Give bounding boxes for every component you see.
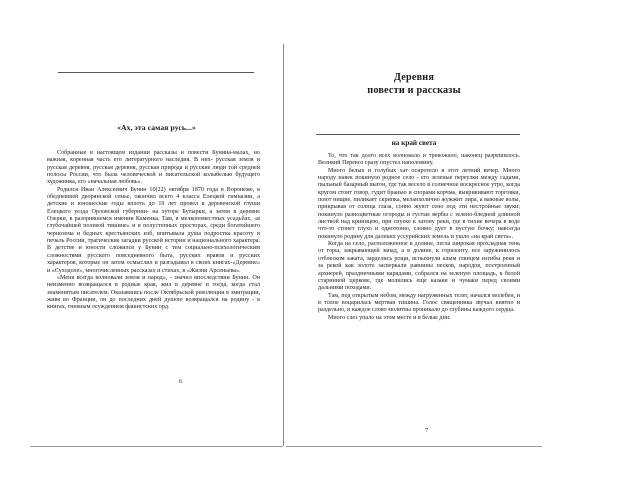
- left-paragraph: «Меня всегда волновали земля и народ», - значил впоследствии Бунин. Он неизменно возвращался в родные края, жил в деревне и тогда, когда стал знаменитым писателем. Оказавшись после Октябрьской революции в эмиграции, живя во Франции, он до последних дней душою возвращался на родину - в книгах, гневным осуждением фашистских орд.: [47, 274, 260, 311]
- heading-line-1: Деревня: [393, 72, 435, 83]
- right-paragraph: То, что так долго всех волновало и тревожило, наконец разрешилось. Великий Перевоз сразу опустел наполовину.: [318, 153, 520, 167]
- left-page: [30, 44, 283, 446]
- right-paragraph: Там, под открытым небом, между нагруженных телег, начался молебен, и в толпе воцарилась мертвая тишина. Голос священника звучал внятно и раздельно, и каждое слово молитвы проникало до глубины каждого сердца.: [318, 292, 520, 314]
- right-paragraph: Много слез упало на этом месте и в белые дни.: [328, 314, 451, 321]
- left-page-number: 6: [179, 378, 183, 385]
- book-section-heading: [286, 72, 542, 97]
- left-paragraph: Собранные в настоящем издании рассказы и повести Бунина-малах, но важная, коренная часть его литературного наследия. В них- русская земля и русская деревня, русская деревня, русская природа и русские люди той средней полосы России, что была человеческой и писательской колыбелью будущего художника, его «начальная любовь».: [47, 150, 260, 186]
- left-paragraph: Родился Иван Алексеевич Бунин 10(22) октября 1870 года в Воронеже, в обедневшей дворянской семье, окончил всего 4 класса Елецкой гимназии, а детские и юношеские годы вплоть до 19 лет провел в деревенской глуши Елецкого уезда Орловской губернии- на хуторе Бутырки, а затем в деревне Озерки, в разорившемся имении Каменка. Там, в мелкопоместных усадьбах, «в глубочайшей полевой тишине» и в полустепных просторах, среди богатейшего чернозема и бедных крестьянских изб, впитывала душа подростка красоту и печаль России, трагические загадки русской истории и национального характера. В детстве и юности сложился у Бунин с тем социально-психологическим сложностями русского повседневного быта, русских нравов и русских характеров, которые он затем осмыслил и разгадывал в своих книгах-«Деревне» и «Суходоле», многочисленных рассказах и стихах, в «Жизни Арсеньева».: [47, 186, 260, 274]
- right-page-bottom-edge: [286, 446, 542, 447]
- left-header-rule: [58, 72, 254, 73]
- right-page: [286, 44, 542, 446]
- left-body-text: [47, 150, 260, 312]
- right-header-rule: [316, 134, 520, 135]
- spine-edge-left: [283, 44, 284, 446]
- right-paragraph: Когда на село, расположенное в долине, легла широкая прохладная тень от горы, закрывающей запад, а в долине, к горизонту, все заружинилось отблеском заката, зарделись рощи, вспыхнули алым глянцем изгибы реки и за рекой как золото засверкали равнины песков, народов, построенный архиерей, праздничными нарядами, собрался на зеленую площадь, к белой старинной церкове, где молились еще казаки и чумаки перед своими дальними походами.: [318, 241, 520, 292]
- right-page-number: 7: [425, 427, 429, 434]
- right-paragraph: Много белых и голубых хат осиротело в этот летний вечер. Много народу навек покинуло родное село - его зеленые переулки между садами, пыльный базарный выгон, где так весело в солнечное воскресное утро, когда кругом стоит говор, гудит бранью и спорами корчма, выкрикивают торговки, поют нищие, пиликает скрипка, меланхолично жужжит лира, а важные волы, прикрывая от солнца глаза, сонно жуют сено под эти нестройные звуки; покинуло разноцветные огороды и густые вербы с зелено-бледной длинной листвой над криницею, при спуске к затону реки, где в тихие вечера в воде что-то стонет глухо и однотонно, словно дует в пустую бочку; навсегда покинуло родину для далеких уссурийских земель и ушло «на край света».: [318, 167, 520, 240]
- right-body-text: [318, 153, 520, 322]
- left-page-bottom-edge: [30, 446, 283, 447]
- heading-line-2: повести и рассказы: [367, 84, 461, 96]
- essay-title: «Ах, эта самая русь...»: [117, 123, 196, 132]
- story-title: на край света: [391, 139, 437, 147]
